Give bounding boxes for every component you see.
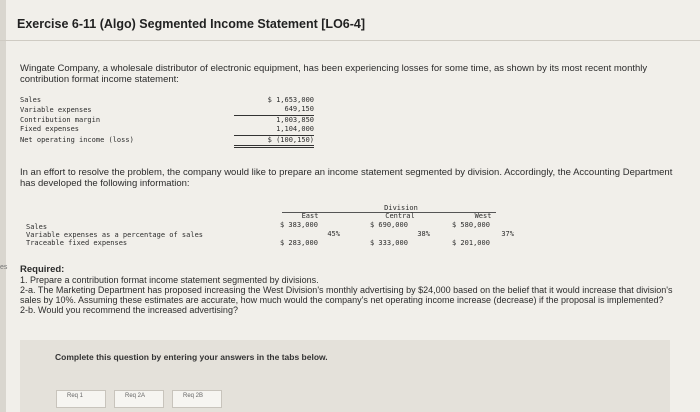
cell-sales: $ 580,000 [452,221,490,229]
exercise-title: Exercise 6-11 (Algo) Segmented Income Statement [LO6-4] [17,17,366,31]
cell-variable-pct: 45% [327,230,340,238]
cell-traceable-fixed: $ 333,000 [370,239,408,247]
statement-value: 1,104,000 [234,125,314,135]
cell-variable-pct: 38% [417,230,430,238]
statement-row [20,96,314,105]
required-section [20,264,690,315]
income-statement [20,96,314,148]
statement-row [20,125,314,135]
statement-row [20,115,314,125]
statement-value: $ 1,653,000 [267,96,314,104]
division-row-labels [26,223,203,247]
column-header: East [301,212,319,220]
required-heading: Required: [20,264,65,275]
division-column-west [452,212,514,248]
division-heading: Division [384,204,418,212]
row-label-traceable-fixed: Traceable fixed expenses [26,239,128,247]
edge-text: es [0,264,8,271]
statement-row [20,135,314,146]
statement-row [20,105,314,115]
statement-label: Variable expenses [20,105,92,114]
required-item: 1. Prepare a contribution format income statement segmented by divisions. [20,275,319,285]
intro-paragraph: Wingate Company, a wholesale distributor of electronic equipment, has been experiencing losses for some time, as shown by its most recent monthly contribution format income statement: [20,63,648,85]
statement-label: Contribution margin [20,115,101,124]
required-item: 2-a. The Marketing Department has proposed increasing the West Division's monthly advertising by $24,000 based on the belief that it would increase that division's sales by 10%. Assuming these estimates are accurate, how much would the company's net operating income increase (decrease) if the proposal is implemented? [20,285,673,305]
title-divider [0,40,700,41]
row-label-variable-expenses: Variable expenses as a percentage of sales [26,231,204,239]
column-header: West [474,212,492,220]
effort-paragraph: In an effort to resolve the problem, the company would like to prepare an income statement segmented by division. Accordingly, the Accounting Department has developed the following information: [20,167,673,189]
cell-sales: $ 690,000 [370,221,408,229]
division-column-central [370,212,430,248]
tab-req-1[interactable]: Req 1 [56,390,106,408]
tab-req-2a[interactable]: Req 2A [114,390,164,408]
column-header: Central [385,212,415,220]
cell-traceable-fixed: $ 283,000 [280,239,318,247]
tab-req-2b[interactable]: Req 2B [172,390,222,408]
cell-variable-pct: 37% [501,230,514,238]
statement-label: Fixed expenses [20,125,80,134]
statement-value: 1,003,850 [276,115,314,124]
instruction-text: Complete this question by entering your answers in the tabs below. [55,352,328,362]
statement-label: Sales [20,96,42,104]
left-edge-strip [0,0,6,412]
cell-sales: $ 383,000 [280,221,318,229]
statement-value: $ (100,150) [234,135,314,146]
required-item: 2-b. Would you recommend the increased advertising? [20,305,238,315]
statement-value: 649,150 [234,105,314,115]
statement-label: Net operating income (loss) [20,136,134,145]
cell-traceable-fixed: $ 201,000 [452,239,490,247]
division-column-east [280,212,340,248]
row-label-sales: Sales [26,223,48,231]
